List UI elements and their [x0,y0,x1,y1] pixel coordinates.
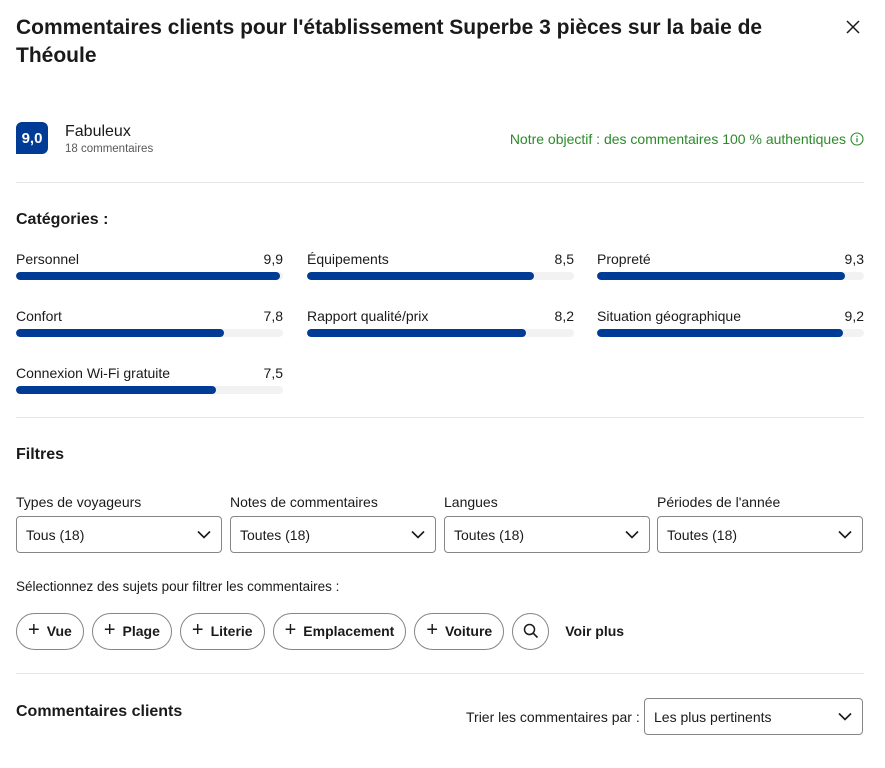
topic-chip-plage[interactable] [92,613,172,650]
info-icon [850,132,864,146]
select-value: Toutes (18) [454,526,525,543]
select-value: Tous (18) [26,526,85,543]
category-bar-fill [597,329,843,337]
category-label: Propreté [597,251,651,267]
plus-icon: + [28,619,40,641]
review-score-summary [16,122,864,158]
topic-label: Emplacement [303,623,395,639]
filter-traveler-type [16,494,222,553]
topic-label: Vue [46,623,72,639]
chevron-down-icon [838,530,852,539]
filter-time-of-year [657,494,863,553]
select-value: Les plus pertinents [654,708,772,725]
select-value: Toutes (18) [240,526,311,543]
sort-label: Trier les commentaires par : [466,709,640,725]
category-situation-geographique [597,308,864,334]
category-label: Confort [16,308,62,324]
topic-label: Voiture [445,623,493,639]
topic-chip-voiture[interactable] [414,613,504,650]
category-bar-fill [307,329,526,337]
category-score: 7,5 [263,365,283,381]
category-bar-track [16,272,283,280]
category-score: 9,3 [844,251,864,267]
time-of-year-select[interactable] [657,516,863,553]
select-value: Toutes (18) [667,526,738,543]
divider [16,182,864,183]
close-icon [846,20,860,34]
category-label: Rapport qualité/prix [307,308,429,324]
topic-chip-emplacement[interactable] [273,613,407,650]
topic-label: Plage [122,623,160,639]
category-wifi [16,365,283,391]
category-bar-fill [16,272,280,280]
category-score: 9,9 [263,251,283,267]
filter-label: Langues [444,494,498,510]
category-bar-track [307,272,574,280]
category-score: 9,2 [844,308,864,324]
filter-languages [444,494,650,553]
chevron-down-icon [625,530,639,539]
category-bar-fill [16,329,224,337]
category-label: Personnel [16,251,80,267]
category-bar-fill [597,272,845,280]
category-label: Situation géographique [597,308,742,324]
category-bar-track [307,329,574,337]
category-label: Connexion Wi-Fi gratuite [16,365,171,381]
close-button[interactable] [840,14,866,40]
topic-chip-literie[interactable] [180,613,265,650]
traveler-type-select[interactable] [16,516,222,553]
category-score: 8,2 [554,308,574,324]
score-label: Fabuleux [65,123,131,140]
filter-label: Périodes de l'année [657,494,781,510]
plus-icon: + [426,619,439,641]
filter-label: Types de voyageurs [16,494,142,510]
category-confort [16,308,283,334]
topic-chip-vue[interactable] [16,613,84,650]
category-bar-track [16,329,283,337]
category-proprete [597,251,864,277]
authentic-reviews-link[interactable] [510,131,864,147]
search-icon [523,623,539,639]
authentic-reviews-text: Notre objectif : des commentaires 100 % authentiques [509,131,846,147]
filter-review-scores [230,494,436,553]
category-bar-fill [307,272,534,280]
topic-search-button[interactable] [512,613,549,650]
topic-chips [16,612,624,650]
score-badge: 9,0 [16,122,48,154]
divider [16,417,864,418]
category-bar-fill [16,386,216,394]
languages-select[interactable] [444,516,650,553]
plus-icon: + [103,619,116,641]
chevron-down-icon [411,530,425,539]
category-bar-track [597,329,864,337]
plus-icon: + [191,619,204,641]
plus-icon: + [284,619,297,641]
filters-title: Filtres [16,446,65,463]
category-score: 8,5 [554,251,574,267]
page-title: Commentaires clients pour l'établissement Superbe 3 pièces sur la baie de Théoule [16,16,763,67]
topic-label: Literie [210,623,253,639]
category-label: Équipements [307,251,389,267]
reviews-title: Commentaires clients [16,703,183,720]
filter-label: Notes de commentaires [230,494,378,510]
category-bar-track [597,272,864,280]
review-count: 18 commentaires [65,143,154,155]
chevron-down-icon [838,712,852,721]
sort-select[interactable] [644,698,863,735]
review-scores-select[interactable] [230,516,436,553]
category-personnel [16,251,283,277]
chevron-down-icon [197,530,211,539]
category-score: 7,8 [263,308,283,324]
category-bar-track [16,386,283,394]
categories-title: Catégories : [16,211,109,228]
topics-hint: Sélectionnez des sujets pour filtrer les commentaires : [16,579,340,594]
category-rapport-qualite-prix [307,308,574,334]
see-more-link[interactable]: Voir plus [565,623,625,639]
category-equipements [307,251,574,277]
divider [16,673,864,674]
